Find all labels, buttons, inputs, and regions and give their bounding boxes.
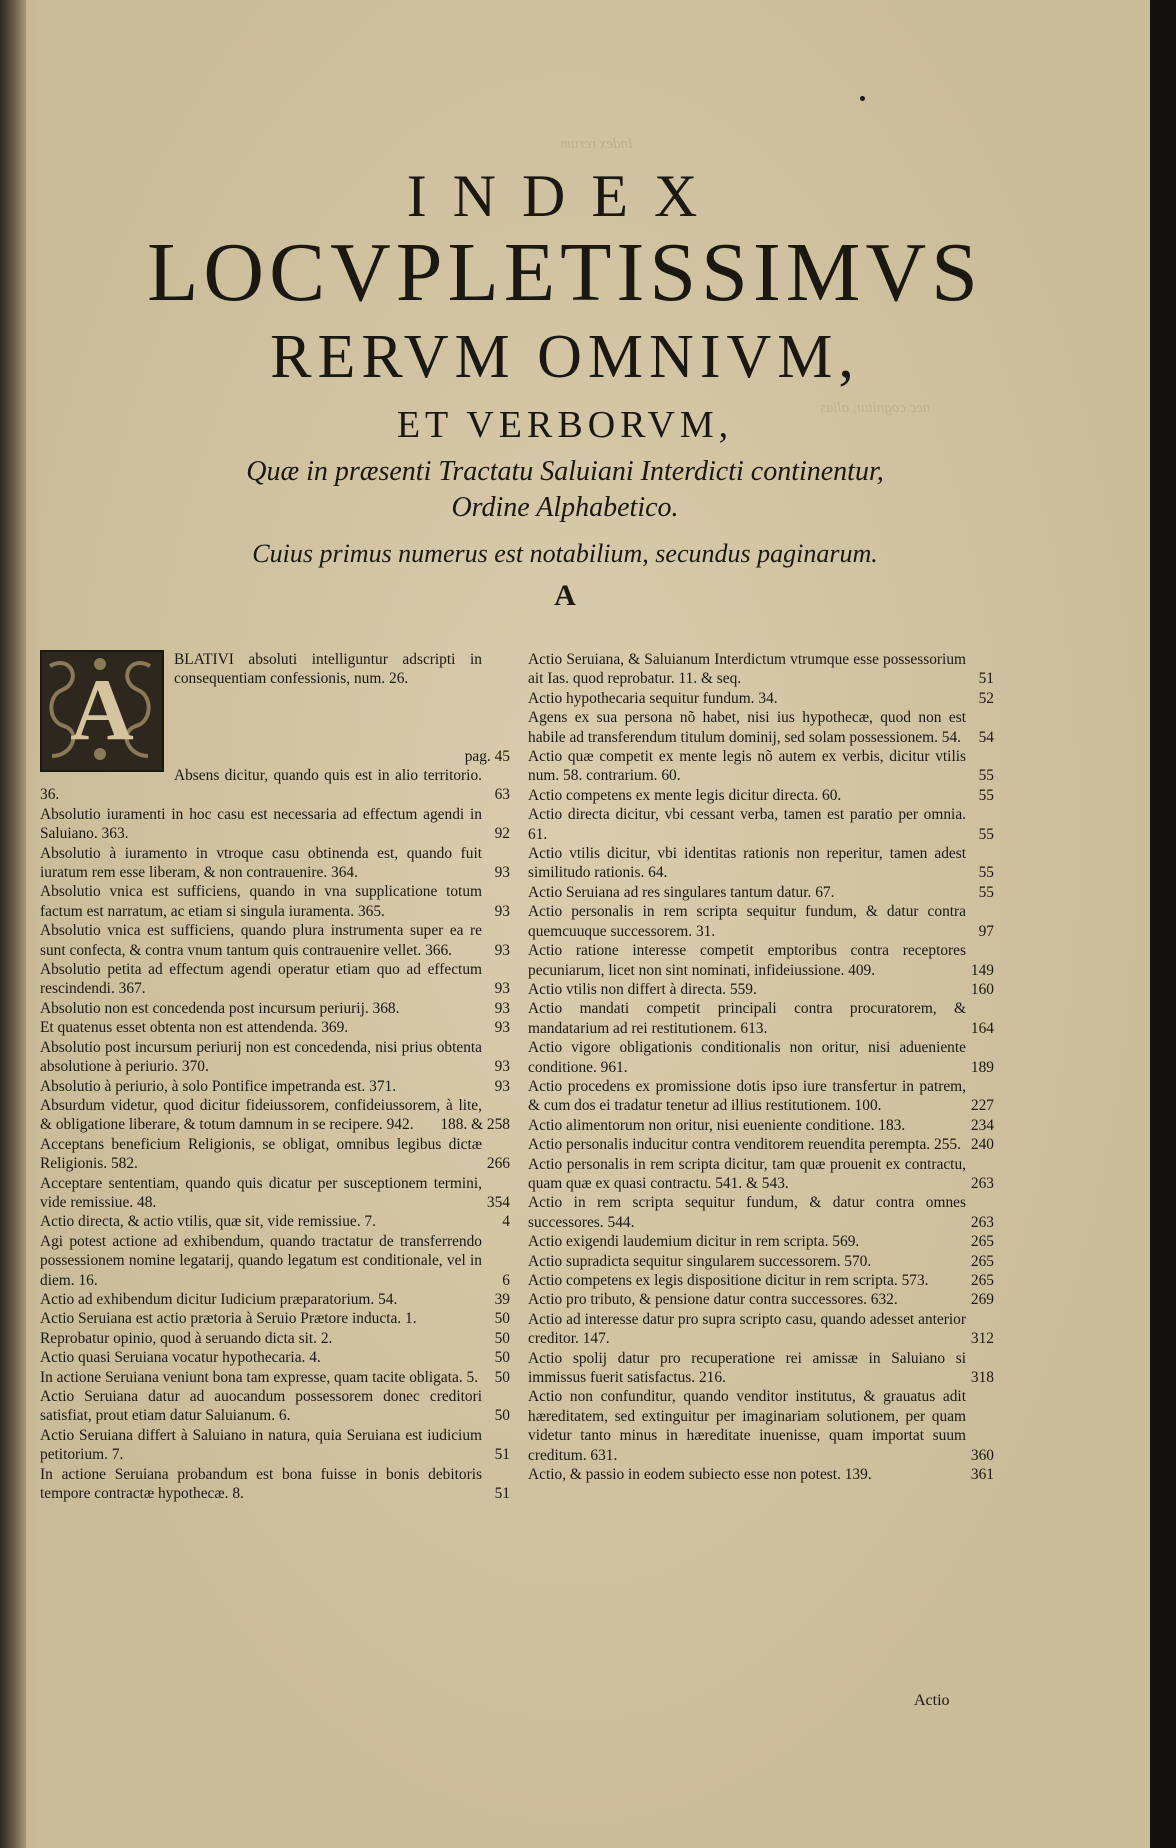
index-entry — [528, 747, 994, 786]
index-entry — [528, 844, 994, 883]
index-entry — [40, 1077, 510, 1096]
index-entry — [528, 999, 994, 1038]
index-entry-page: 51 — [494, 1485, 510, 1503]
index-entry-page: 93 — [494, 999, 510, 1017]
index-entry — [528, 1155, 994, 1194]
index-entry — [40, 1329, 510, 1348]
index-entry — [528, 941, 994, 980]
index-entry-text: Agi potest actione ad exhibendum, quando tractatur de transferrendo possessionem nomine legatarij, quando legatum est conditionale, vel in diem. 16. — [40, 1232, 482, 1289]
index-entry-page: 265 — [970, 1272, 994, 1289]
index-entry-text: Actio quæ competit ex mente legis nõ autem ex verbis, dicitur vtilis num. 58. contrarium. 60. — [528, 748, 966, 785]
index-entry-text: Actio Seruiana datur ad auocandum possessorem donec creditori satisfiat, prout etiam datur Saluianum. 6. — [40, 1388, 482, 1425]
index-entry-text: Absens dicitur, quando quis est in alio territorio. 36. — [40, 767, 482, 804]
index-entry-page: 266 — [486, 1155, 510, 1173]
index-entry-text: Actio in rem scripta sequitur fundum, & datur contra omnes successores. 544. — [528, 1194, 966, 1231]
index-entry-page: 93 — [494, 980, 510, 998]
index-entry-page: 54 — [978, 728, 994, 746]
index-entry-text: Actio personalis inducitur contra venditorem reuendita peremptа. 255. — [528, 1136, 961, 1154]
index-entry-text: Actio pro tributo, & pensione datur contra successores. 632. — [528, 1291, 898, 1309]
index-entry — [528, 1271, 994, 1290]
index-entry-page: 234 — [970, 1116, 994, 1134]
index-entry-page: 318 — [970, 1369, 994, 1387]
index-entry-text: In actione Seruiana veniunt bona tam expresse, quam tacite obligata. 5. — [40, 1368, 479, 1386]
index-entry-text: Actio personalis in rem scripta dicitur, tam quæ prouenit ex contractu, quam quæ ex quasi contractu. 541. & 543. — [528, 1155, 966, 1192]
index-entry — [40, 1426, 510, 1465]
index-entry-page: 160 — [970, 980, 994, 998]
index-entry-text: Absolutio post incursum periurij non est concedenda, nisi prius obtenta absolutione à periurio. 370. — [40, 1038, 482, 1076]
index-entry-page: 227 — [970, 1097, 994, 1115]
index-entry — [528, 883, 994, 902]
index-entry-text: Actio ad interesse datur pro supra scripto casu, quando adesset anterior creditor. 147. — [528, 1310, 966, 1348]
index-entry-page: 354 — [486, 1193, 510, 1211]
index-entry — [40, 1368, 510, 1387]
index-entry-page: 188. & 258 — [440, 1116, 510, 1134]
index-entry — [528, 1077, 994, 1116]
index-entry-page: 55 — [978, 883, 994, 901]
index-entry-page: 50 — [494, 1310, 510, 1328]
index-entry — [40, 1135, 510, 1174]
index-entry-page: 51 — [494, 1446, 510, 1464]
index-entry-text: Actio Seruiana, & Saluianum Interdictum vtrumque esse possessorium ait Ias. quod reprobatur. 11. & seq. — [528, 651, 966, 688]
index-entry — [528, 1135, 994, 1154]
index-entry-text: Actio vtilis non differt à directa. 559. — [528, 980, 757, 998]
index-entry-page: 50 — [494, 1329, 510, 1347]
index-column-right — [528, 650, 994, 1484]
index-entry — [528, 650, 994, 689]
index-entry-page: 63 — [494, 786, 510, 804]
index-entry — [528, 1310, 994, 1349]
index-entry-text: Actio mandati competit principali contra procuratorem, & mandatarium ad rei restitutionem. 613. — [528, 1000, 966, 1037]
index-entry-text: Actio Seruiana differt à Saluiano in natura, quia Seruiana est iudicium petitorium. 7. — [40, 1426, 482, 1464]
index-entry — [528, 1290, 994, 1309]
index-entry-page: 55 — [978, 864, 994, 882]
index-entry — [528, 1038, 994, 1077]
index-entry-text: Agens ex sua persona nõ habet, nisi ius hypothecæ, quod non est habile ad transferendum titulum dominij, sed solam possessionem. 54. — [528, 709, 966, 746]
index-entry-page: 92 — [494, 825, 510, 843]
index-entry — [528, 1116, 994, 1135]
index-entry-text: Actio, & passio in eodem subiecto esse non potest. 139. — [528, 1466, 872, 1484]
index-entry-text: Actio Seruiana est actio prætoria à Seruio Prætore inducta. 1. — [40, 1310, 417, 1328]
page-edge-shadow — [1150, 0, 1176, 1848]
title-locupletissimus: LOCVPLETISSIMVS — [147, 226, 983, 319]
index-entry — [40, 1212, 510, 1231]
index-entry-text: Actio personalis in rem scripta sequitur fundum, & datur contra quemcuuque successorem. 31. — [528, 903, 966, 940]
index-entry-page: 51 — [978, 670, 994, 688]
index-entry-page: 263 — [970, 1174, 994, 1192]
index-entry-page: 55 — [978, 786, 994, 804]
index-entry — [40, 921, 510, 960]
index-entry — [528, 786, 994, 805]
index-entry — [528, 1232, 994, 1251]
index-entry-text: Actio supradicta sequitur singularem successorem. 570. — [528, 1252, 872, 1270]
index-entry — [40, 1038, 510, 1077]
index-entry-page: 312 — [970, 1330, 994, 1348]
index-entry — [40, 844, 510, 883]
index-entry — [40, 1309, 510, 1328]
index-entry — [528, 1465, 994, 1484]
index-entry-page: 269 — [970, 1291, 994, 1309]
binding-gutter — [0, 0, 26, 1848]
index-entry-text: Actio procedens ex promissione dotis ipso iure transfertur in patrem, & cum dos ei tradatur tenetur ad illius restitutionem. 100. — [528, 1077, 966, 1115]
subtitle-order: Ordine Alphabetico. — [451, 492, 679, 523]
subtitle-contents: Quæ in præsenti Tractatu Saluiani Interdicti continentur, — [246, 456, 884, 487]
index-column-left — [40, 650, 510, 1503]
index-entry-page: 164 — [970, 1019, 994, 1037]
index-entry — [528, 805, 994, 844]
index-entry-text: Absolutio vnica est sufficiens, quando in vna supplicatione totum factum est narratum, ac etiam si singula iuramenta. 365. — [40, 883, 482, 920]
index-entry — [528, 1349, 994, 1388]
index-entry — [40, 1232, 510, 1290]
index-entry-page: 52 — [978, 689, 994, 707]
index-entry — [528, 980, 994, 999]
index-entry — [528, 1252, 994, 1271]
initial-letter: A — [70, 662, 134, 759]
bleed-through: nec cognitur, alias — [820, 400, 931, 416]
index-entry-text: Acceptans beneficium Religionis, se obligat, omnibus legibus dictæ Religionis. 582. — [40, 1135, 482, 1173]
index-entry — [528, 1193, 994, 1232]
index-entry-text: Actio directa, & actio vtilis, quæ sit, vide remissiue. 7. — [40, 1213, 376, 1231]
index-entry-page: 265 — [970, 1252, 994, 1270]
title-index: INDEX — [406, 163, 724, 229]
index-entry-text: Actio alimentorum non oritur, nisi eueniente conditione. 183. — [528, 1116, 906, 1134]
section-letter: A — [554, 579, 576, 612]
ink-spot — [860, 96, 865, 101]
index-entry-page: 50 — [494, 1407, 510, 1425]
index-entry — [528, 902, 994, 941]
index-entry-page: 55 — [978, 825, 994, 843]
index-entry — [40, 1290, 510, 1309]
index-entry — [40, 805, 510, 844]
index-entry-text: Actio competens ex legis dispositione dicitur in rem scripta. 573. — [528, 1272, 929, 1289]
index-entry-text: Absolutio iuramenti in hoc casu est necessaria ad effectum agendi in Saluiano. 363. — [40, 805, 482, 843]
index-entry — [40, 999, 510, 1018]
bleed-through: Index rerum — [560, 136, 634, 152]
index-entry-text: Actio directa dicitur, vbi cessant verba, tamen est paratio per omnia. 61. — [528, 806, 966, 843]
title-rerum-omnium: RERVM OMNIVM, — [270, 323, 860, 391]
index-entry-text: Actio vtilis dicitur, vbi identitas rationis non reperitur, tamen adest similitudo rationis. 64. — [528, 845, 966, 882]
index-entry-page: 361 — [970, 1466, 994, 1484]
index-entry — [40, 1348, 510, 1367]
index-entry — [528, 1387, 994, 1465]
index-entry-text: Acceptare sententiam, quando quis dicatur per susceptionem termini, vide remissiue. 48. — [40, 1174, 482, 1211]
index-entry — [528, 708, 994, 747]
index-entry-text: Absurdum videtur, quod dicitur fideiussorem, confideiussorem, à lite, & obligatione liberare, & totum damnum in se recipere. 942. — [40, 1096, 482, 1134]
index-entry-text: In actione Seruiana probandum est bona fuisse in bonis debitoris tempore contractæ hypothecæ. 8. — [40, 1465, 482, 1503]
index-entry-text: Absolutio petita ad effectum agendi operatur etiam quo ad effectum rescindendi. 367. — [40, 961, 482, 998]
index-entry-text: Absolutio à iuramento in vtroque casu obtinenda est, quando fuit iuratum rem esse liberam, & non contrauenire. 364. — [40, 844, 482, 882]
index-entry-page: 93 — [494, 941, 510, 959]
catchword: Actio — [914, 1692, 950, 1709]
index-entry-text: Actio spolij datur pro recuperatione rei amissæ in Saluiano si immissus fuerit satisfactus. 216. — [528, 1349, 966, 1387]
index-entry-page: 263 — [970, 1213, 994, 1231]
index-entry-text: Actio competens ex mente legis dicitur directa. 60. — [528, 786, 842, 804]
title-et-verborum: ET VERBORVM, — [396, 404, 734, 446]
index-entry-text: Actio Seruiana ad res singulares tantum datur. 67. — [528, 883, 835, 901]
index-entry — [40, 1465, 510, 1504]
index-entry — [40, 1174, 510, 1213]
index-entry-page: 93 — [494, 1077, 510, 1095]
index-entry-page: 93 — [494, 1019, 510, 1037]
index-entry-text: Reprobatur opinio, quod à seruando dicta sit. 2. — [40, 1329, 333, 1347]
index-entry-page: 55 — [978, 767, 994, 785]
index-entry-text: Actio quasi Seruiana vocatur hypothecaria. 4. — [40, 1349, 321, 1367]
index-entry-page: pag. 45 — [464, 747, 510, 765]
index-entry-page: 4 — [502, 1213, 510, 1231]
index-entry-text: Actio ad exhibendum dicitur Iudicium præparatorium. 54. — [40, 1290, 398, 1308]
index-entry-text: Actio ratione interesse competit emptoribus contra receptores pecuniarum, licet non sint nominati, infideiussione. 409. — [528, 942, 966, 979]
index-entry-page: 149 — [970, 961, 994, 979]
index-entry-page: 93 — [494, 1058, 510, 1076]
index-entry-page: 360 — [970, 1446, 994, 1464]
index-entry — [40, 1096, 510, 1135]
index-entry — [40, 960, 510, 999]
index-entry-text: Actio non confunditur, quando venditor institutus, & grauatus adit hæreditatem, sed extinguitur per imaginariam solutionem, per quam videtur tanto minus in hæreditate inuenisse, quam importat suum creditum. 631. — [528, 1388, 966, 1464]
index-entry — [40, 1018, 510, 1037]
index-entry — [40, 650, 510, 766]
index-entry-page: 39 — [494, 1290, 510, 1308]
title-block — [40, 160, 1090, 616]
index-entry-text: Actio vigore obligationis conditionalis non oritur, nisi adueniente conditione. 961. — [528, 1039, 966, 1076]
index-entry-text: Actio hypothecaria sequitur fundum. 34. — [528, 689, 778, 707]
index-entry-page: 240 — [970, 1136, 994, 1154]
index-entry-page: 189 — [970, 1058, 994, 1076]
index-entry — [40, 766, 510, 805]
index-entry-page: 50 — [494, 1368, 510, 1386]
subtitle-numbering-note: Cuius primus numerus est notabilium, secundus paginarum. — [252, 539, 878, 568]
index-entry — [40, 882, 510, 921]
index-entry-text: BLATIVI absoluti intelliguntur adscripti in consequentiam confessionis, num. 26. — [174, 651, 482, 688]
index-entry-page: 265 — [970, 1233, 994, 1251]
index-entry — [528, 689, 994, 708]
index-entry-page: 93 — [494, 902, 510, 920]
index-entry-page: 6 — [502, 1271, 510, 1289]
index-entry-text: Absolutio vnica est sufficiens, quando plura instrumenta super ea re sunt confecta, & contra vnum tantum quis contrauenire vellet. 366. — [40, 922, 482, 959]
index-entry-text: Absolutio à periurio, à solo Pontifice impetranda est. 371. — [40, 1077, 397, 1095]
index-entry-page: 50 — [494, 1349, 510, 1367]
index-entry-page: 97 — [978, 922, 994, 940]
index-entry-text: Absolutio non est concedenda post incursum periurij. 368. — [40, 999, 400, 1017]
index-entry-page: 93 — [494, 864, 510, 882]
index-entry — [40, 1387, 510, 1426]
index-entry-text: Et quatenus esset obtenta non est attendenda. 369. — [40, 1019, 349, 1037]
index-entry-text: Actio exigendi laudemium dicitur in rem scripta. 569. — [528, 1233, 860, 1251]
